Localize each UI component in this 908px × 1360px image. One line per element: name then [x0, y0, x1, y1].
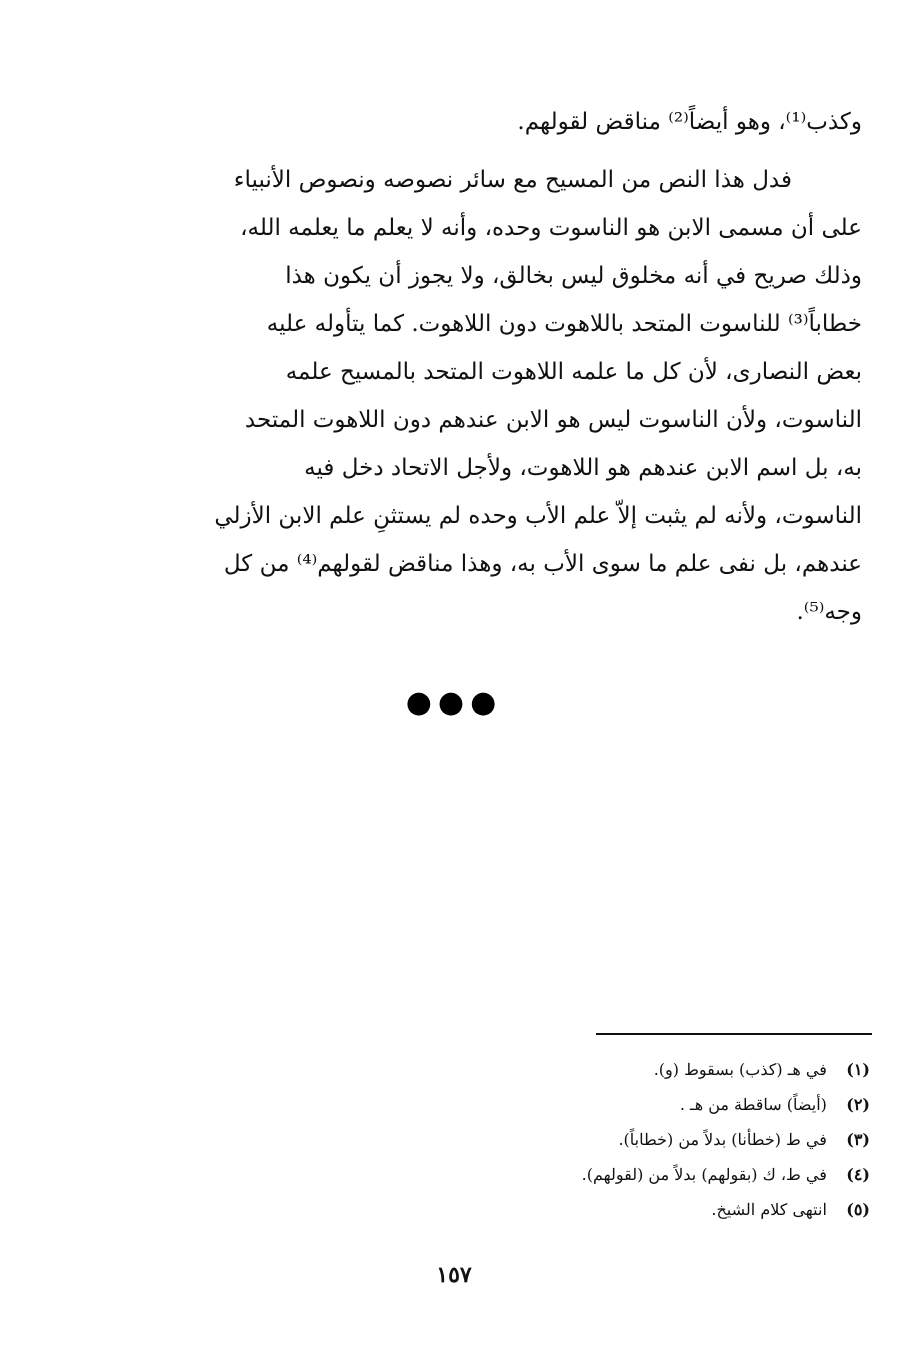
footnote-number: (٢): [846, 1095, 870, 1114]
main-text: [172, 98, 862, 636]
text-line: وذلك صريح في أنه مخلوق ليس بخالق، ولا يجوز أن يكون هذا: [285, 263, 862, 289]
footnote-text: في هـ (كذب) بسقوط (و).: [653, 1060, 827, 1079]
footnote-text: في ط، ك (بقولهم) بدلاً من (لقولهم).: [581, 1165, 827, 1184]
text-line: به، بل اسم الابن عندهم هو اللاهوت، ولأجل الاتحاد دخل فيه: [304, 455, 862, 481]
page-number: ١٥٧: [436, 1262, 472, 1288]
footnote-number: (٥): [846, 1200, 870, 1219]
text-line: الناسوت، ولأن الناسوت ليس هو الابن عندهم دون اللاهوت المتحد: [244, 407, 862, 433]
text-line: بعض النصارى، لأن كل ما علمه اللاهوت المتحد بالمسيح علمه: [285, 359, 862, 385]
footnote-item: [450, 1192, 870, 1227]
footnote-text: انتهى كلام الشيخ.: [711, 1200, 827, 1219]
text-line: على أن مسمى الابن هو الناسوت وحده، وأنه لا يعلم ما يعلمه الله،: [240, 215, 862, 241]
footnote-item: [450, 1087, 870, 1122]
footnote-item: [450, 1157, 870, 1192]
footnote-divider: [596, 1033, 872, 1035]
footnote-number: (١): [846, 1060, 870, 1079]
footnote-item: [450, 1122, 870, 1157]
text-line: فدل هذا النص من المسيح مع سائر نصوصه ونصوص الأنبياء: [233, 167, 792, 193]
footnote-number: (٣): [846, 1130, 870, 1149]
text-line: عندهم، بل نفى علم ما سوى الأب به، وهذا مناقض لقولهم⁽⁴⁾ من كل: [223, 551, 862, 577]
footnote-text: في ط (خطأنا) بدلاً من (خطاباً).: [618, 1130, 827, 1149]
footnote-item: [450, 1052, 870, 1087]
text-line: الناسوت، ولأنه لم يثبت إلاّ علم الأب وحده لم يستثنِ علم الابن الأزلي: [214, 503, 862, 529]
footnotes: [450, 1052, 870, 1227]
text-line: وجه⁽⁵⁾.: [796, 599, 862, 625]
text-line: وكذب⁽¹⁾، وهو أيضاً⁽²⁾ مناقض لقولهم.: [517, 109, 862, 135]
text-line: خطاباً⁽³⁾ للناسوت المتحد باللاهوت دون اللاهوت. كما يتأوله عليه: [266, 311, 862, 337]
section-separator: ●●●: [405, 685, 503, 720]
footnote-text: (أيضاً) ساقطة من هـ .: [679, 1095, 827, 1114]
footnote-number: (٤): [846, 1165, 870, 1184]
